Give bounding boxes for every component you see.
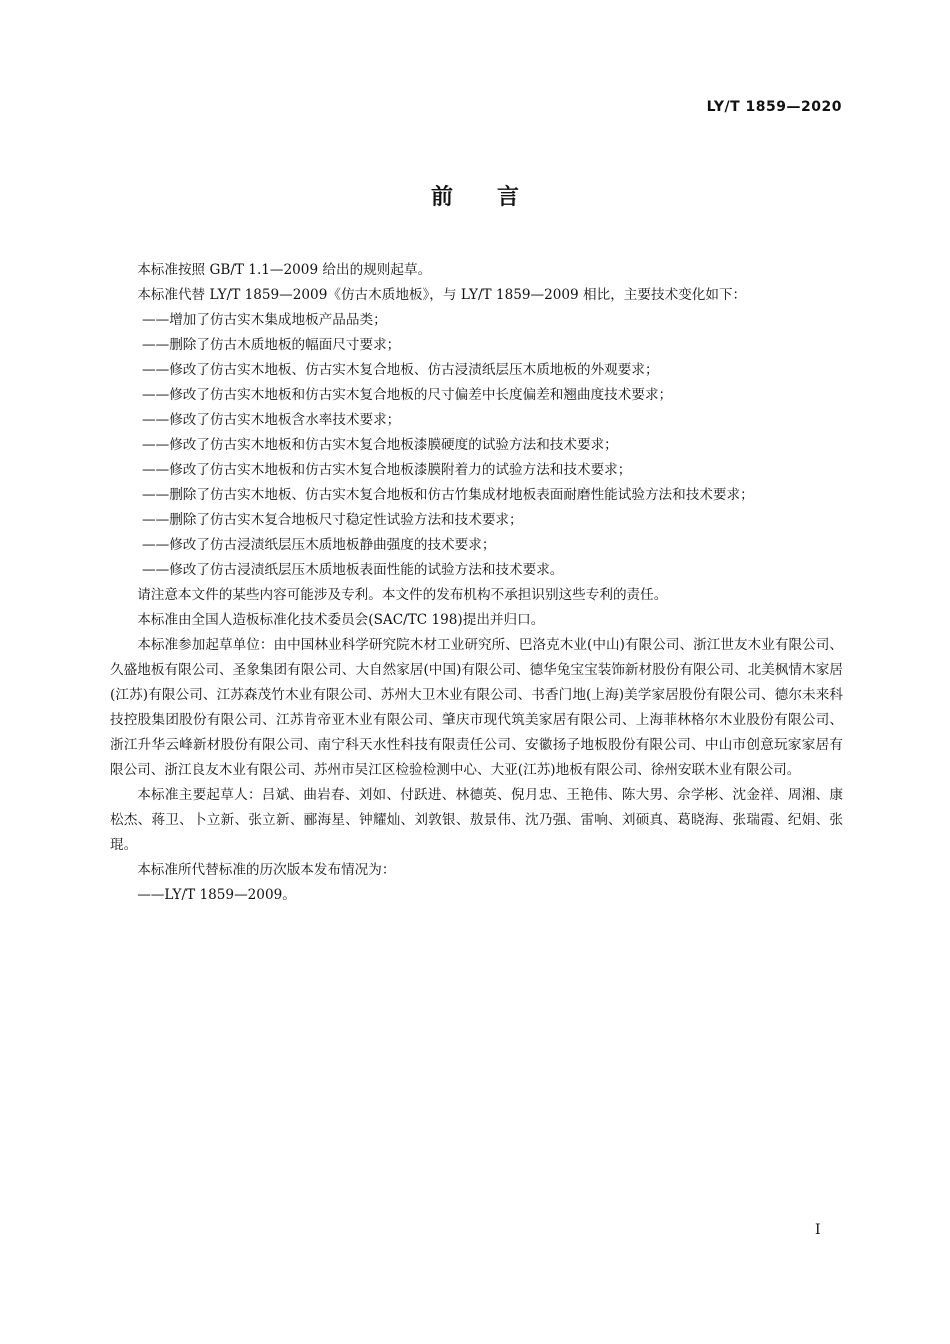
change-list-item: ——修改了仿古浸渍纸层压木质地板表面性能的试验方法和技术要求。 [142,562,564,578]
history-intro: 本标准所代替标准的历次版本发布情况为： [137,862,396,878]
change-list-item: ——删除了仿古实木复合地板尺寸稳定性试验方法和技术要求； [142,512,523,528]
patent-notice: 请注意本文件的某些内容可能涉及专利。本文件的发布机构不承担识别这些专利的责任。 [137,587,668,603]
intro-paragraph: 本标准按照 GB/T 1.1—2009 给出的规则起草。 [137,262,432,278]
standard-code: LY/T 1859—2020 [706,99,842,115]
history-item: ——LY/T 1859—2009。 [137,887,296,903]
change-list-item: ——删除了仿古实木地板、仿古实木复合地板和仿古竹集成材地板表面耐磨性能试验方法和技术要求； [142,487,754,503]
page-number: I [815,1222,821,1238]
change-list-item: ——修改了仿古实木地板和仿古实木复合地板的尺寸偏差中长度偏差和翘曲度技术要求； [142,387,673,403]
foreword-body [110,258,843,908]
change-list-item: ——修改了仿古实木地板和仿古实木复合地板漆膜附着力的试验方法和技术要求； [142,462,632,478]
drafters: 本标准主要起草人：吕斌、曲岩春、刘如、付跃进、林德英、倪月忠、王艳伟、陈大男、佘学彬、沈金祥、周湘、康松杰、蒋卫、卜立新、张立新、郦海星、钟耀灿、刘敦银、敖景伟、沈乃强、雷响、刘硕真、葛晓海、张瑞霞、纪娟、张琨。 [110,787,843,853]
change-list-item: ——修改了仿古浸渍纸层压木质地板静曲强度的技术要求； [142,537,496,553]
change-list-item: ——修改了仿古实木地板和仿古实木复合地板漆膜硬度的试验方法和技术要求； [142,437,618,453]
page-title: 前言 [430,185,563,210]
intro-paragraph: 本标准代替 LY/T 1859—2009《仿古木质地板》，与 LY/T 1859—2009 相比，主要技术变化如下： [137,287,747,303]
change-list-item: ——修改了仿古实木地板、仿古实木复合地板、仿古浸渍纸层压木质地板的外观要求； [142,362,659,378]
change-list-item: ——修改了仿古实木地板含水率技术要求； [142,412,401,428]
change-list-item: ——增加了仿古实木集成地板产品品类； [142,312,387,328]
change-list-item: ——删除了仿古木质地板的幅面尺寸要求； [142,337,401,353]
drafting-units: 本标准参加起草单位：由中国林业科学研究院木材工业研究所、巴洛克木业(中山)有限公司、浙江世友木业有限公司、久盛地板有限公司、圣象集团有限公司、大自然家居(中国)有限公司、德华兔宝宝装饰新材股份有限公司、北美枫情木家居(江苏)有限公司、江苏森茂竹木业有限公司、苏州大卫木业有限公司、书香门地(上海)美学家居股份有限公司、德尔未来科技控股集团股份有限公司、江苏肯帝亚木业有限公司、肇庆市现代筑美家居有限公司、上海菲林格尔木业股份有限公司、浙江升华云峰新材股份有限公司、南宁科天水性科技有限责任公司、安徽扬子地板股份有限公司、中山市创意玩家家居有限公司、浙江良友木业有限公司、苏州市吴江区检验检测中心、大亚(江苏)地板有限公司、徐州安联木业有限公司。 [110,637,843,778]
proposer-statement: 本标准由全国人造板标准化技术委员会(SAC/TC 198)提出并归口。 [137,612,545,628]
